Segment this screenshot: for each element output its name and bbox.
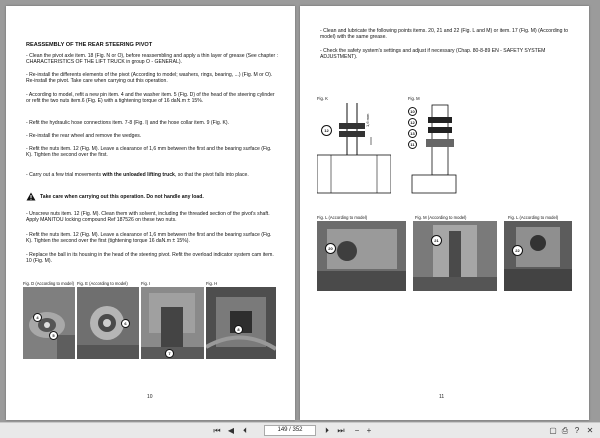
paragraph-rear-wheel: - Re-install the rear wheel and remove the wedges. [26, 133, 142, 139]
hydraulic-connection-image [141, 287, 204, 359]
callout-5: 5 [49, 331, 58, 340]
paragraph-refit-pin: - According to model, refit a new pin item. 4 and the washer item. 5 (Fig. D) of the head of the steering cylinder or refit the two nuts item.6 (Fig. E) with a tightening torque of 16 daN.m ± 15%. [26, 92, 275, 105]
paragraph-reinstall-elements: - Re-install the differents elements of the pivot (According to model; washers, rings, bearing, ...) (Fig. M or O). Re-install the pivot. Take care when carrying out this operation. [26, 72, 273, 85]
paragraph-refit-nuts: - Refit the nuts item. 12 (Fig. M). Leave a clearance of 1,6 mm between the first and the bearing surface (Fig. K). Tighten the second over the first. [26, 146, 272, 159]
figure-photo-h [206, 287, 276, 359]
figure-label-k: Fig. K [317, 96, 328, 101]
paragraph-replace-ball: - Replace the ball in its housing in the head of the steering pivot. Refit the overload indicator system cam item. 10 (Fig. M). [26, 252, 274, 265]
figure-label-h: Fig. H [206, 281, 218, 286]
document-page-right [300, 6, 589, 420]
nut-clearance-diagram [317, 103, 391, 195]
page-number-left: 10 [147, 394, 153, 400]
warning-text: Take care when carrying out this operation. Do not handle any load. [40, 193, 204, 200]
previous-page-button[interactable]: ◀ [227, 426, 235, 435]
callout-20: 20 [325, 243, 336, 254]
figure-label-d: Fig. D (According to model) [23, 281, 74, 286]
warning-triangle-icon [26, 192, 36, 201]
callout-22: 22 [512, 245, 523, 256]
callout-11: 11 [408, 140, 417, 149]
zoom-out-icon[interactable]: − [354, 426, 360, 435]
photo-label-m: Fig. M (According to model) [415, 215, 467, 220]
photo-m [413, 221, 497, 291]
callout-13: 13 [408, 129, 417, 138]
figure-label-m: Fig. M [408, 96, 420, 101]
close-icon[interactable]: ✕ [586, 426, 594, 435]
trial-text-suffix: , so that the pivot falls into place. [174, 172, 249, 178]
callout-21: 21 [431, 235, 442, 246]
figure-diagram-m [408, 103, 460, 195]
photo-label-l2: Fig. L (According to model) [508, 215, 559, 220]
hose-collar-image [206, 287, 276, 359]
paragraph-refit-hoses: - Refit the hydraulic hose connections item. 7-8 (Fig. I) and the hose collar item. 9 (Fig. K). [26, 120, 229, 126]
grease-point-20-image [317, 221, 406, 291]
callout-6: 6 [121, 319, 130, 328]
photo-l1 [317, 221, 406, 291]
steering-cylinder-head-image [23, 287, 75, 359]
next-page-button[interactable]: ⏵ [325, 426, 329, 435]
first-page-button[interactable]: ⏮ [213, 426, 221, 435]
callout-12-k: 12 [321, 125, 332, 136]
help-icon[interactable]: ? [574, 426, 580, 435]
callout-12-m: 12 [408, 118, 417, 127]
fit-page-icon[interactable]: ▢ [549, 426, 557, 435]
photo-l2 [504, 221, 572, 291]
paragraph-clean-pivot: - Clean the pivot axle item. 18 (Fig. N or O), before reassembling and apply a thin layer of grease (See chapter : CHARACTERISTICS OF THE LIFT TRUCK in group O - GENERAL). [26, 53, 278, 66]
photo-label-l1: Fig. L (According to model) [317, 215, 368, 220]
callout-4: 4 [33, 313, 42, 322]
paragraph-trial-movements [26, 172, 278, 178]
pivot-exploded-diagram [408, 103, 460, 195]
callout-8: 8 [234, 325, 243, 334]
paragraph-lubricate: - Clean and lubricate the following points items. 20, 21 and 22 (Fig. L and M) or item. 17 (Fig. M) (According to model) with the same grease. [320, 28, 569, 41]
paragraph-unscrew-nuts: - Unscrew nuts item. 12 (Fig. M). Clean them with solvent, including the threaded section of the pivot's shaft. Apply MANITOU locking compound Ref 187526 on these two nuts. [26, 211, 270, 224]
figure-diagram-k [317, 103, 391, 195]
zoom-in-icon[interactable]: + [366, 426, 372, 435]
document-page-left [6, 6, 295, 420]
figure-label-e: Fig. E (According to model) [77, 281, 128, 286]
paragraph-safety-check: - Check the safety system's settings and adjust if necessary (Chap. 80-8-89 EN - SAFETY SYSTEM ADJUSTMENT). [320, 48, 546, 61]
last-page-button[interactable]: ⏭ [337, 426, 345, 435]
paragraph-refit-nuts-torque: - Refit the nuts item. 12 (Fig. M). Leave a clearance of 1,6 mm between the first and the bearing surface (Fig. K). Tighten the second over the first (tightening torque 16 daN.m ± 15%). [26, 232, 272, 245]
callout-10: 10 [408, 107, 417, 116]
grease-point-22-image [504, 221, 572, 291]
figure-photo-d [23, 287, 75, 359]
clearance-dimension: 1,6 mm [365, 113, 370, 127]
print-icon[interactable]: ⎙ [561, 426, 569, 435]
viewer-toolbar [0, 422, 600, 438]
back-button[interactable]: ⏴ [243, 426, 247, 435]
page-number-right: 11 [439, 394, 445, 400]
figure-photo-e [77, 287, 139, 359]
trial-text-bold: with the unloaded lifting truck [102, 172, 175, 178]
page-number-input[interactable]: 149 / 352 [264, 425, 316, 436]
callout-7: 7 [165, 349, 174, 358]
grease-point-21-image [413, 221, 497, 291]
figure-photo-i [141, 287, 204, 359]
figure-label-i: Fig. I [141, 281, 151, 286]
warning-note [26, 192, 276, 201]
section-heading: REASSEMBLY OF THE REAR STEERING PIVOT [26, 42, 153, 48]
trial-text-prefix: - Carry out a few trial movements [26, 172, 103, 178]
